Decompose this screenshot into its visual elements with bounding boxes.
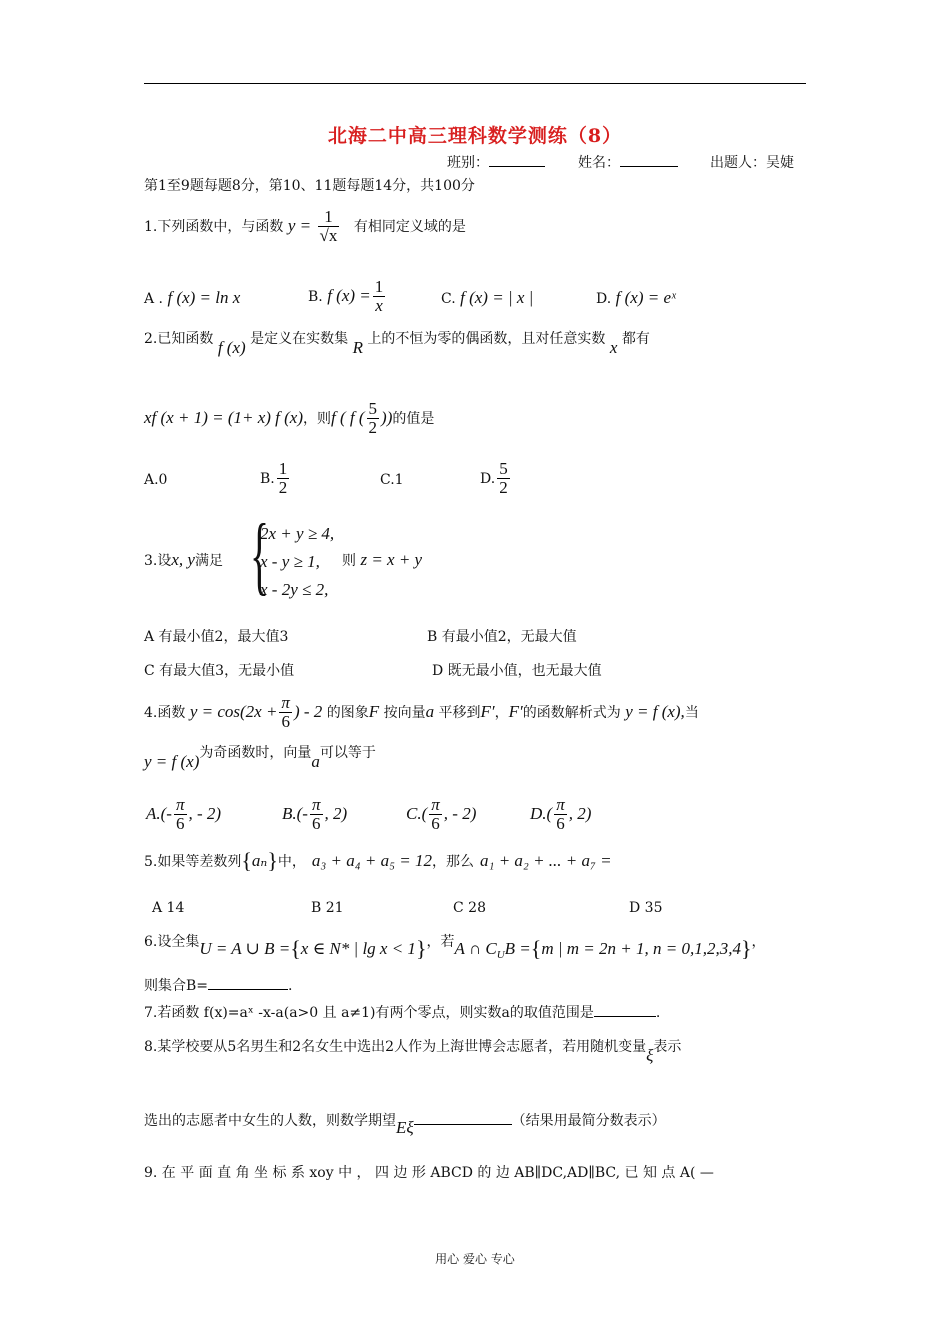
question-6-line2: 则集合B= . [144,975,292,995]
q7-answer-blank [594,1002,656,1017]
question-4: 4.函数 y = cos(2x + $\frac{\pi}{6}$ ) - 2 的图象F 按向量a 平移到F′，F′的函数解析式为 y = f (x),当 [144,693,699,731]
name-label: 姓名： [578,155,620,171]
q6-answer-blank [208,975,288,990]
question-8: 8.某学校要从5名男生和2名女生中选出2人作为上海世博会志愿者，若用随机变量ξ表示 [144,1039,682,1065]
q3-option-a: A 有最小值2，最大值3 [144,629,289,645]
q2-option-a: A.0 [144,472,168,488]
question-2-equation: xf (x + 1) = (1+ x) f (x)，则f ( f ( $\frac{5}{2}$ ))的值是 [144,399,435,437]
q3-option-d: D 既无最小值，也无最大值 [432,663,602,679]
q4-option-d: D.( $\frac{\pi}{6}$ , 2) [530,795,592,833]
question-5: 5.如果等差数列{aₙ}中， a₃ + a₄ + a₅ = 12，那么 a₁ + a₂ + ... + a₇ = [144,848,612,873]
q1-fraction: $\frac{1}{√x}$ [319,207,338,245]
document-page: 北海二中高三理科数学测练（8） 班别： 姓名： 出题人：吴婕 第1至9题每题8分，第10、11题每题14分，共100分 1.下列函数中，与函数 y = $\frac{1}{√x}$ 有相同定义域的是 A . f (x) = ln x B. f (x) = $\frac{1}{x}$ C. f (x) = | x | D. f (x) = eˣ 2.已知函数 f (x) 是定义在实数集 R 上的不恒为零的偶函数，且对任意实数 x 都有 xf (x + 1) = (1+ x) f (x)，则f ( f ( $\frac{5}{2}$ ))的值是 A.0 B. $\frac{1}{2}$ C.1 D. $\frac{5}{2}$ 3.设x, y满足 { 2x + y ≥ 4, x - y ≥ 1, x - 2y ≤ 2, 则 z = x + y A 有最小值2，最大值3 B 有最小值2，无最大值 C 有最大值3，无最小值 D 既无最小值，也无最大值 4.函数 y = cos(2x + $\frac{\pi}{6}$ ) - 2 的图象F 按向量a 平移到F′，F′的函数解析式为 y = f (x),当 y = f (x)为奇函数时，向量a可以等于 A.(- $\frac{\pi}{6}$ , - 2) B.(- $\frac{\pi}{6}$ , 2) C.( $\frac{\pi}{6}$ , - 2) D.( $\frac{\pi}{6}$ , 2) 5.如果等差数列{aₙ}中， a₃ + a₄ + a₅ = 12，那么 a₁ + a₂ + ... + a₇ = A 14 B 21 C 28 D 35 6.设全集U = A ∪ B ={x ∈ N* | lg x < 1}，若A ∩ $C_UB =\{m$ | m = 2n + 1, n = 0,1,2,3,4}， 则集合B= . 7.若函数 f(x)=aˣ -x-a(a>0 且 a≠1)有两个零点，则实数a的取值范围是 . 8.某学校要从5名男生和2名女生中选出2人作为上海世博会志愿者，若用随机变量ξ表示 选出的志愿者中女生的人数，则数学期望Eξ （结果用最简分数表示） 9. 在 平 面 直 角 坐 标 系 xoy 中 ， 四 边 形 ABCD 的 边 AB∥DC,AD∥BC, 已 知 点 A( — 用心 爱心 专心 [0,0,950,1344]
q1-option-c: C. f (x) = | x | [441,288,534,307]
scoring-note: 第1至9题每题8分，第10、11题每题14分，共100分 [144,178,475,194]
q4-option-c: C.( $\frac{\pi}{6}$ , - 2) [406,795,477,833]
class-blank [489,152,545,167]
q2-option-b: B. $\frac{1}{2}$ [260,459,288,497]
header-rule [144,83,806,84]
question-2: 2.已知函数 f (x) 是定义在实数集 R 上的不恒为零的偶函数，且对任意实数 x 都有 [144,331,650,357]
q5-option-c: C 28 [453,900,486,916]
page-footer: 用心 爱心 专心 [435,1252,515,1266]
q3-option-c: C 有最大值3，无最小值 [144,663,295,679]
q5-option-a: A 14 [152,900,185,916]
question-6: 6.设全集U = A ∪ B ={x ∈ N* | lg x < 1}，若A ∩ $C_UB =\{m$ | m = 2n + 1, n = 0,1,2,3,4}， [144,934,766,961]
q1-option-b: B. f (x) = $\frac{1}{x}$ [308,277,384,315]
class-label: 班别： [447,155,489,171]
question-8-line2: 选出的志愿者中女生的人数，则数学期望Eξ （结果用最简分数表示） [144,1110,666,1130]
page-title: 北海二中高三理科数学测练（8） [327,125,623,147]
q3-option-b: B 有最小值2，无最大值 [427,629,577,645]
question-9: 9. 在 平 面 直 角 坐 标 系 xoy 中 ， 四 边 形 ABCD 的 边 AB∥DC,AD∥BC, 已 知 点 A( — [144,1165,714,1181]
q1-option-a: A . f (x) = ln x [144,288,241,307]
question-7: 7.若函数 f(x)=aˣ -x-a(a>0 且 a≠1)有两个零点，则实数a的取值范围是 . [144,1002,660,1022]
q4-option-a: A.(- $\frac{\pi}{6}$ , - 2) [146,795,222,833]
question-1: 1.下列函数中，与函数 y = $\frac{1}{√x}$ 有相同定义域的是 [144,207,466,245]
q2-option-d: D. $\frac{5}{2}$ [480,459,508,497]
q4-option-b: B.(- $\frac{\pi}{6}$ , 2) [282,795,348,833]
q1-option-d: D. f (x) = eˣ [596,288,676,307]
q8-answer-blank [414,1110,512,1125]
q3-objective: 则 z = x + y [342,550,423,569]
question-4-line2: y = f (x)为奇函数时，向量a可以等于 [144,745,376,771]
q5-option-d: D 35 [629,900,663,916]
q5-option-b: B 21 [311,900,344,916]
author-label: 出题人：吴婕 [710,155,794,171]
q2-option-c: C.1 [380,472,404,488]
q3-brace: { [250,507,270,604]
class-field [447,152,545,172]
name-blank [620,152,678,167]
name-field [578,152,678,172]
question-3: 3.设x, y满足 [144,550,223,569]
